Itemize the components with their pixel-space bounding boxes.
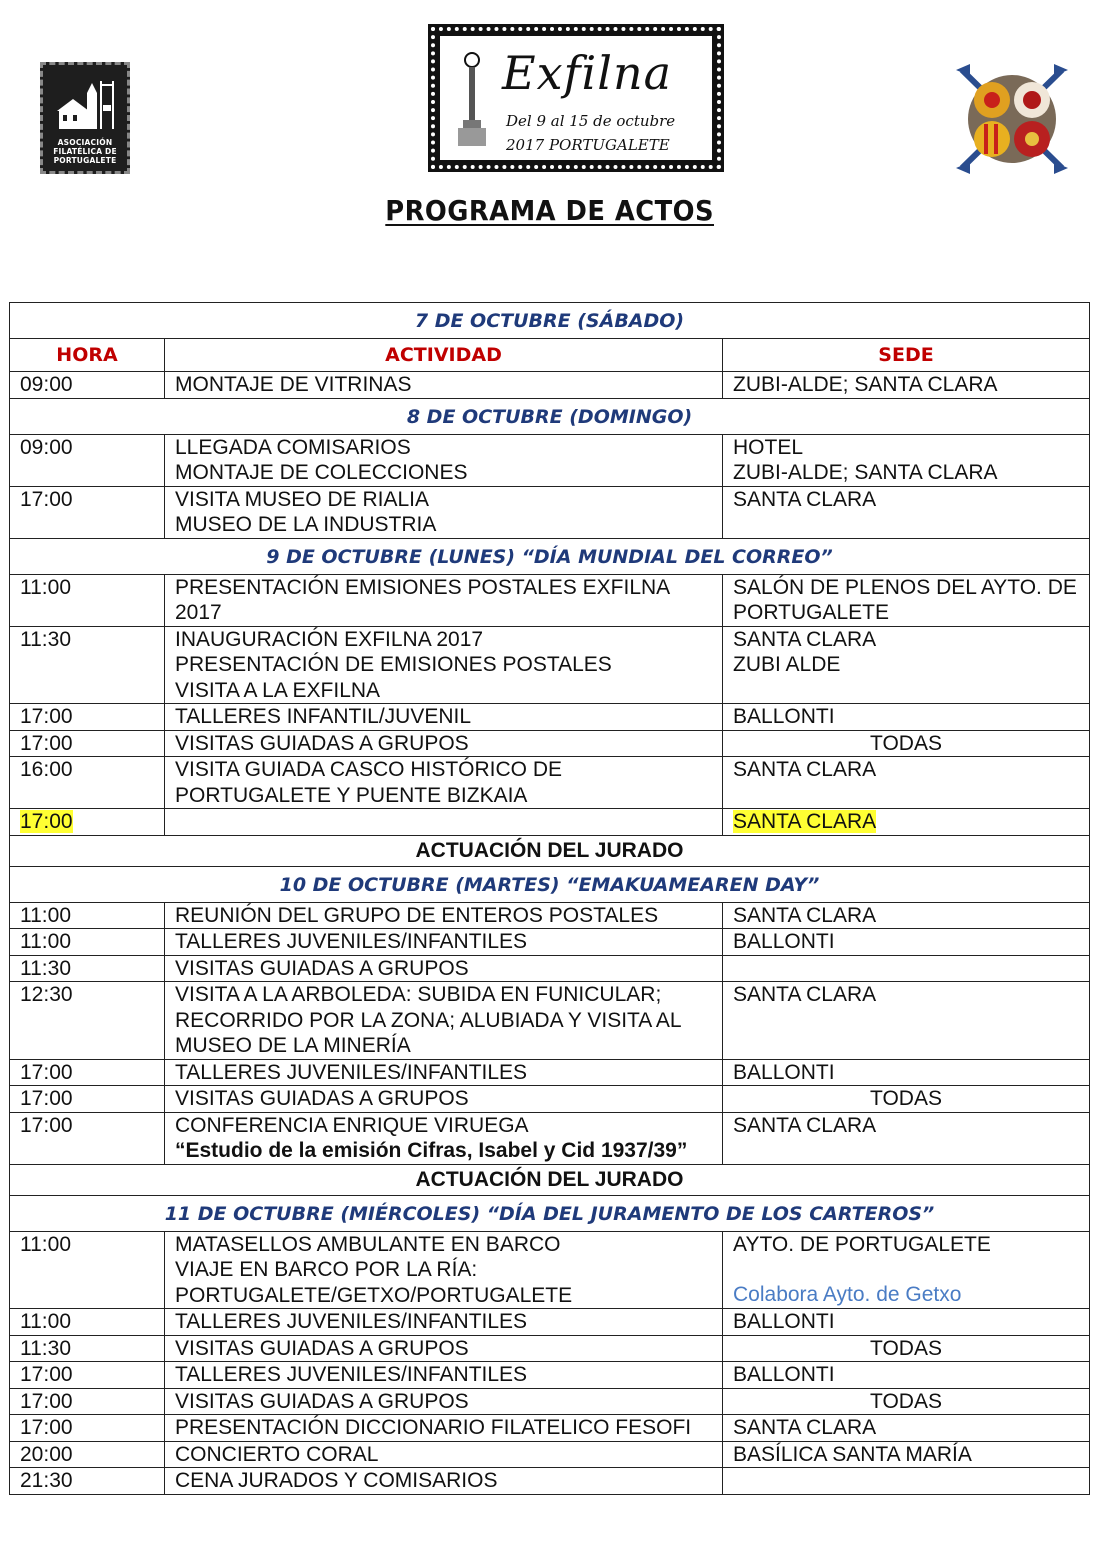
activity-cell: VISITA A LA ARBOLEDA: SUBIDA EN FUNICULAR; RECORRIDO POR LA ZONA; ALUBIADA Y VISITA AL MUSEO DE LA MINERÍA bbox=[165, 982, 723, 1060]
table-row bbox=[10, 704, 1090, 731]
activity-cell: PRESENTACIÓN EMISIONES POSTALES EXFILNA 2017 bbox=[165, 574, 723, 626]
venue-cell: ZUBI-ALDE; SANTA CLARA bbox=[723, 372, 1090, 399]
table-row bbox=[10, 929, 1090, 956]
venue-cell: SANTA CLARA bbox=[723, 982, 1090, 1060]
table-row bbox=[10, 1309, 1090, 1336]
venue-cell: HOTEL ZUBI-ALDE; SANTA CLARA bbox=[723, 434, 1090, 486]
day-row bbox=[10, 866, 1090, 902]
activity-cell: TALLERES JUVENILES/INFANTILES bbox=[165, 929, 723, 956]
venue-cell bbox=[723, 955, 1090, 982]
jury-title: ACTUACIÓN DEL JURADO bbox=[10, 835, 1090, 866]
logo-line-3: PORTUGALETE bbox=[53, 156, 117, 165]
venue-cell: BALLONTI bbox=[723, 1362, 1090, 1389]
activity-cell: TALLERES JUVENILES/INFANTILES bbox=[165, 1059, 723, 1086]
time-cell: 17:00 bbox=[10, 1415, 165, 1442]
time-cell: 11:00 bbox=[10, 929, 165, 956]
logo-line-2: FILATÉLICA DE bbox=[53, 147, 117, 156]
day-title: 10 DE OCTUBRE (MARTES) “EMAKUAMEAREN DAY” bbox=[10, 866, 1090, 902]
church-bridge-stamp-icon bbox=[51, 75, 119, 135]
activity-cell: TALLERES INFANTIL/JUVENIL bbox=[165, 704, 723, 731]
activity-cell: VISITAS GUIADAS A GRUPOS bbox=[165, 1086, 723, 1113]
day-title: 7 DE OCTUBRE (SÁBADO) bbox=[10, 303, 1090, 339]
time-cell: 11:00 bbox=[10, 1231, 165, 1309]
time-cell: 11:00 bbox=[10, 1309, 165, 1336]
venue-cell bbox=[723, 1388, 1090, 1415]
venue-cell bbox=[723, 809, 1090, 836]
time-cell: 11:00 bbox=[10, 574, 165, 626]
time-cell: 11:30 bbox=[10, 1335, 165, 1362]
time-cell: 17:00 bbox=[10, 1112, 165, 1164]
program-table bbox=[9, 302, 1090, 1495]
venue-cell bbox=[723, 730, 1090, 757]
venue-cell bbox=[723, 1468, 1090, 1495]
jury-row bbox=[10, 1164, 1090, 1195]
activity-cell: REUNIÓN DEL GRUPO DE ENTEROS POSTALES bbox=[165, 902, 723, 929]
day-row bbox=[10, 538, 1090, 574]
time-cell: 17:00 bbox=[10, 486, 165, 538]
day-title: 8 DE OCTUBRE (DOMINGO) bbox=[10, 398, 1090, 434]
day-row bbox=[10, 303, 1090, 339]
activity-cell: VISITA GUIADA CASCO HISTÓRICO DE PORTUGALETE Y PUENTE BIZKAIA bbox=[165, 757, 723, 809]
activity-cell: CENA JURADOS Y COMISARIOS bbox=[165, 1468, 723, 1495]
venue-cell: SANTA CLARA bbox=[723, 1415, 1090, 1442]
table-row bbox=[10, 372, 1090, 399]
day-title: 9 DE OCTUBRE (LUNES) “DÍA MUNDIAL DEL CORREO” bbox=[10, 538, 1090, 574]
coat-of-arms-icon bbox=[956, 64, 1068, 174]
table-row bbox=[10, 574, 1090, 626]
table-row bbox=[10, 1059, 1090, 1086]
program-title bbox=[0, 194, 1100, 227]
venue-cell: BALLONTI bbox=[723, 1059, 1090, 1086]
venue-cell: BASÍLICA SANTA MARÍA bbox=[723, 1441, 1090, 1468]
venue-cell: SANTA CLARA bbox=[723, 486, 1090, 538]
day-row bbox=[10, 398, 1090, 434]
activity-cell: INAUGURACIÓN EXFILNA 2017 PRESENTACIÓN DE EMISIONES POSTALES VISITA A LA EXFILNA bbox=[165, 626, 723, 704]
activity-cell: VISITAS GUIADAS A GRUPOS bbox=[165, 1388, 723, 1415]
activity-cell: VISITAS GUIADAS A GRUPOS bbox=[165, 955, 723, 982]
table-row bbox=[10, 486, 1090, 538]
venue-note: Colabora Ayto. de Getxo bbox=[733, 1283, 962, 1306]
activity-cell bbox=[165, 1112, 723, 1164]
time-cell: 17:00 bbox=[10, 704, 165, 731]
activity-cell: VISITAS GUIADAS A GRUPOS bbox=[165, 1335, 723, 1362]
table-row bbox=[10, 434, 1090, 486]
time-cell bbox=[10, 809, 165, 836]
table-row bbox=[10, 1086, 1090, 1113]
venue-cell bbox=[723, 1335, 1090, 1362]
association-logo-text bbox=[43, 138, 127, 165]
activity-cell: VISITA MUSEO DE RIALIA MUSEO DE LA INDUSTRIA bbox=[165, 486, 723, 538]
venue-cell: BALLONTI bbox=[723, 1309, 1090, 1336]
venue-cell: BALLONTI bbox=[723, 929, 1090, 956]
time-cell: 17:00 bbox=[10, 730, 165, 757]
venue-text: TODAS bbox=[870, 1087, 942, 1110]
activity-cell: VISITAS GUIADAS A GRUPOS bbox=[165, 730, 723, 757]
table-row bbox=[10, 626, 1090, 704]
venue-cell bbox=[723, 1086, 1090, 1113]
time-cell: 11:00 bbox=[10, 902, 165, 929]
column-header-venue: SEDE bbox=[723, 339, 1090, 372]
table-row bbox=[10, 757, 1090, 809]
time-cell: 21:30 bbox=[10, 1468, 165, 1495]
venue-cell bbox=[723, 1231, 1090, 1309]
time-cell: 09:00 bbox=[10, 372, 165, 399]
venue-cell: SALÓN DE PLENOS DEL AYTO. DE PORTUGALETE bbox=[723, 574, 1090, 626]
program-title-text: PROGRAMA DE ACTOS bbox=[385, 194, 715, 227]
association-logo bbox=[40, 62, 130, 174]
venue-text: TODAS bbox=[870, 731, 942, 755]
table-row bbox=[10, 1362, 1090, 1389]
activity-cell: PRESENTACIÓN DICCIONARIO FILATELICO FESOFI bbox=[165, 1415, 723, 1442]
time-cell: 09:00 bbox=[10, 434, 165, 486]
exfilna-stamp bbox=[428, 24, 724, 172]
table-row bbox=[10, 902, 1090, 929]
street-lamp-icon bbox=[454, 50, 490, 150]
time-cell: 16:00 bbox=[10, 757, 165, 809]
column-header-activity: ACTIVIDAD bbox=[165, 339, 723, 372]
table-row bbox=[10, 1441, 1090, 1468]
table-row bbox=[10, 1388, 1090, 1415]
venue-cell: SANTA CLARA ZUBI ALDE bbox=[723, 626, 1090, 704]
activity-text: CONFERENCIA ENRIQUE VIRUEGA bbox=[175, 1113, 529, 1137]
table-row bbox=[10, 1415, 1090, 1442]
time-cell: 17:00 bbox=[10, 1388, 165, 1415]
venue-cell: BALLONTI bbox=[723, 704, 1090, 731]
day-row bbox=[10, 1195, 1090, 1231]
time-cell: 11:30 bbox=[10, 626, 165, 704]
venue-cell: SANTA CLARA bbox=[723, 902, 1090, 929]
column-header-time: HORA bbox=[10, 339, 165, 372]
conference-title: “Estudio de la emisión Cifras, Isabel y Cid 1937/39” bbox=[175, 1139, 688, 1162]
activity-cell bbox=[165, 809, 723, 836]
activity-cell: CONCIERTO CORAL bbox=[165, 1441, 723, 1468]
activity-cell: LLEGADA COMISARIOS MONTAJE DE COLECCIONES bbox=[165, 434, 723, 486]
logo-line-1: ASOCIACIÓN bbox=[57, 138, 113, 147]
activity-cell: MONTAJE DE VITRINAS bbox=[165, 372, 723, 399]
time-cell: 12:30 bbox=[10, 982, 165, 1060]
time-cell: 17:00 bbox=[10, 1086, 165, 1113]
jury-title: ACTUACIÓN DEL JURADO bbox=[10, 1164, 1090, 1195]
activity-cell: TALLERES JUVENILES/INFANTILES bbox=[165, 1362, 723, 1389]
venue-text: TODAS bbox=[870, 1389, 942, 1413]
table-row bbox=[10, 809, 1090, 836]
table-row bbox=[10, 1468, 1090, 1495]
exfilna-brand: Exfilna bbox=[502, 46, 673, 100]
column-header-row bbox=[10, 339, 1090, 372]
table-row bbox=[10, 955, 1090, 982]
table-row bbox=[10, 730, 1090, 757]
exfilna-dates: Del 9 al 15 de octubre bbox=[506, 112, 676, 130]
stamp-face bbox=[440, 36, 712, 160]
venue-cell: SANTA CLARA bbox=[723, 1112, 1090, 1164]
table-row bbox=[10, 1112, 1090, 1164]
table-row bbox=[10, 1335, 1090, 1362]
time-cell: 20:00 bbox=[10, 1441, 165, 1468]
venue-cell: SANTA CLARA bbox=[723, 757, 1090, 809]
jury-row bbox=[10, 835, 1090, 866]
venue-text: AYTO. DE PORTUGALETE bbox=[733, 1232, 991, 1256]
day-title: 11 DE OCTUBRE (MIÉRCOLES) “DÍA DEL JURAMENTO DE LOS CARTEROS” bbox=[10, 1195, 1090, 1231]
time-cell: 11:30 bbox=[10, 955, 165, 982]
highlighted-venue: SANTA CLARA bbox=[733, 810, 877, 833]
venue-text: TODAS bbox=[870, 1336, 942, 1360]
activity-cell: MATASELLOS AMBULANTE EN BARCO VIAJE EN BARCO POR LA RÍA: PORTUGALETE/GETXO/PORTUGALETE bbox=[165, 1231, 723, 1309]
highlighted-time: 17:00 bbox=[20, 810, 73, 833]
time-cell: 17:00 bbox=[10, 1362, 165, 1389]
activity-cell: TALLERES JUVENILES/INFANTILES bbox=[165, 1309, 723, 1336]
table-row bbox=[10, 1231, 1090, 1309]
exfilna-year-place: 2017 PORTUGALETE bbox=[506, 136, 670, 154]
table-row bbox=[10, 982, 1090, 1060]
time-cell: 17:00 bbox=[10, 1059, 165, 1086]
